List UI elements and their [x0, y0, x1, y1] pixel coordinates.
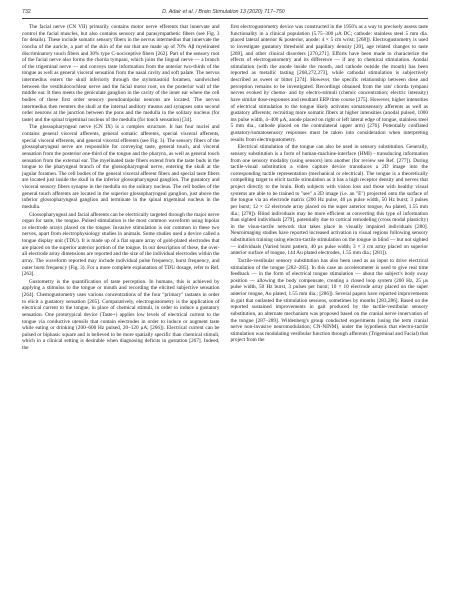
paragraph: Gustometry is the quantification of taste perception. In humans, this is achieved by applying a stimulus to the tongue or mouth and recording the elicited subjective sensation [264]. Chemogustometry uses various concentrations of the four "primary" tastants in order to elicit a gustatory sensation [265]. Comparatively, electrogustometry is the application of electrical current to the tongue, in place of chemical stimuli, in order to induce a gustatory sensation. One prototypical device (Taste+) applies low levels of electrical current to the tongue via conductive utensils that contain electrodes in order to induce or augment taste while eating or drinking (200–600 Hz pulsed, 20–120 μA; [266]). Electrical current can be pulsed or biphasic square and is believed to be more spatially specific than chemical stimuli, which in a clinical setting is desirable when diagnosing deficits in gustation [267]. Indeed, the	[22, 278, 220, 351]
header-rule	[22, 18, 428, 19]
paragraph: The glossopharyngeal nerve (CN IX) is a complex structure. It has four nuclei and contains general visceral afferents, general somatic afferents, special visceral afferents, special visceral efferents, and general visceral efferents (see Fig. 3). The sensory fibers of the glossopharyngeal nerve are responsible for conveying taste, general touch, and visceral sensation from the posterior one-third of the tongue and the pharynx, as well as general touch sensation from the external ear. The myelinated taste fibers extend from the taste buds in the tongue to the pharyngeal branch of the glossopharyngeal nerve, entering the skull at the jugular foramen. The cell bodies of the general visceral afferent fibers and special taste fibers are located just inside the skull in the inferior glossopharyngeal ganglion. The gustatory and visceral sensory fibers synapse in the medulla on the solitary nucleus. The cell bodies of the general touch afferents are located in the superior glossopharyngeal ganglion, just above the inferior glossopharyngeal ganglion and terminate in the spinal trigeminal nucleus in the medulla.	[22, 124, 220, 210]
paragraph: The facial nerve (CN VII) primarily contains motor nerve efferents that innervate and control the facial muscles, but also contains sensory and parasympathetic fibers (see Fig. 3 for details). These include somatic sensory fibers in the nervus intermedius that innervate the concha of the auricle, a part of the skin of the ear that are made up of 70% Aβ myelinated discriminatory touch fibers and 30% type C-nociceptive fibers [262]. Part of the sensory root of the facial nerve also forms the chorda tympani, which joins the lingual nerve — a branch of the trigeminal nerve — and conveys taste information from the anterior two-thirds of the tongue as well as general visceral sensation from the nasal cavity and soft palate. The nervus intermedius enters the skull inferiorly through the stylomastoid foramen, sandwiched between the vestibulocochlear nerve and the facial motor root, on the posterior wall of the middle ear. It then meets the geniculate ganglion in the cavity of the inner ear where the cell bodies of these first order sensory pseudounipolar neurons are located. The nervus intermedius then reenters the skull at the internal auditory meatus and synapses onto second order neurons at the junction between the pons and the medulla in the solitary nucleus (for taste) and the spinal trigeminal nucleus of the medulla (for touch sensation) [34].	[22, 24, 220, 123]
page-number: 732	[22, 9, 31, 15]
journal-citation: D. Adair et al. / Brain Stimulation 13 (2020) 717–750	[162, 9, 285, 15]
running-header	[22, 9, 428, 15]
paragraph: Tactile-vestibular sensory substitution has also been used as an input to drive electrical stimulation of the tongue [282–285]. In this case an accelerometer is used to give real time feedback — in the form of electrical tongue stimulation — about the subject's body sway position — allowing the body compensate, creating a closed loop system (200 Hz, 25 μs pulse width, 50 Hz burst, 3 pulses per burst; 10 × 10 electrode array placed on the super anterior tongue, Au plated, 1.55 mm dia.; [286]). Several papers have reported improvements in gait that outlasted the stimulation sessions, sometimes by months [283,286]. Based on the reported sustained improvements in gait produced by the tactile-vestibular sensory substitution, an alternate mechanism was proposed based on the cranial nerve innervation of the tongue [287–289]. Wildenberg's group conducted experiments (using the term cranial nerve non-invasive neuromodulation; CN-NINM), under the hypothesis that electro-tactile stimulation was modulating vestibular function through afferents (Trigeminal and Facial) that project from the	[230, 257, 428, 344]
paragraph: first electrogustometry device was constructed in the 1950's as a way to precisely assess taste functionality in a clinical population (5.75–300 μA DC; cathode: stainless steel 5 mm dia. placed lateral anterior & posterior, anode: 4 × 5 cm wrist; [268]). Electrogustometry is used to investigate gustatory threshold and papillary density [20], age related changes to taste [269], and other clinical disorders [270,271]. Efforts have been made to characterize the effects of electrogustometry and its difference — if any to chemical stimulation. Anodal stimulation (with the anode inside the mouth, and cathode outside the mouth) has been reported as metallic tasting [268,272,273], while cathodal stimulation is subjectively described as sweet or bitter [274]. However, the specific relationship between dose and perception remains to be investigated. Recordings obtained from the rats' chorda tympani nerves evoked by chemo- and by electro-stimuli (chemic concentration; electric intensity) have similar dose-responses and resultant ERP time course [275]. However, higher intensities of electrical stimulation to the tongue likely activates somatosensory afferents as well as gustatory afferents; recruiting more somatic fibers at higher intensities (anodal pulsed, 1000 ms pulse width, 4–400 μA, anode placed on right or left lateral edge of tongue, stainless steel 5 mm dia., cathode placed on the contralateral upper arm) [276]. Potentially conflated gustatory/somatosensory responses must be taken into consideration when interpreting results from electrogustometry.	[230, 24, 428, 143]
left-column	[22, 24, 220, 353]
paragraph: Glossopharyngeal and facial afferents can be electrically targeted through the major nerve organ for taste, the tongue. Pulsed stimulation is the most common waveform using bipolar or electrode arrays placed on the tongue. Invasive stimulation is not common in these two nerves, apart from electrophysiology studies in animals. Some studies used a device called a tongue display unit (TDU). It is made up of a flat square array of gold-plated electrodes that are placed on the superior anterior portion of the tongue. In our description of these, the over-all electrode array dimensions are reported and the size of the individual electrodes within the array. The waveform reported may include individual pulse frequency, burst frequency, and outer burst frequency (Fig. 3). For a more complete explanation of TDU dosage, refer to Ref. [263].	[22, 211, 220, 278]
two-column-body	[22, 24, 428, 353]
right-column	[231, 24, 429, 353]
paragraph: Electrical stimulation of the tongue can also be used in sensory substitution. Generally, sensory substitution is a form of human-machine-interface (HMI) - transducing information from one sensory modality (using sensors) into another (for review see Ref. [277]). During tactile-visual substitution a video capture device transduces a 2D image into the corresponding tactile representation (mechanical or electrical). The tongue is a theoretically compelling target to elicit tactile stimulation as it has a high receptor density and nerves that project directly to the brain. Both subjects with vision loss and those with healthy visual systems are able to be trained to "see" a 2D image (i.e. an "E") projected onto the surface of the tongue via an electrode matrix (200 Hz pulse, 40 μs pulse width, 50 Hz burst; 3 pulses per burst; 12 × 12 electrode array placed on the super anterior tongue, Au plated, 1.55 mm dia.; [278]). Blind individuals may be more efficient at converting this type of information than sighted individuals [279], potentially due to cortical remodeling (cross modal plasticity) in the visuo-tactile network that takes place in visually impaired individuals [280]. Neuroimaging studies have reported increased activation in visual regions following sensory substitution training using electro-tactile stimulation on the tongue in blind — but not sighted — individuals (Varied burst pattern, 40 μs pulse width; 3 × 3 cm array placed on superior anterior surface of tongue, 144 Au plated electrodes, 1.55 mm dia.; [281]).	[230, 144, 428, 257]
